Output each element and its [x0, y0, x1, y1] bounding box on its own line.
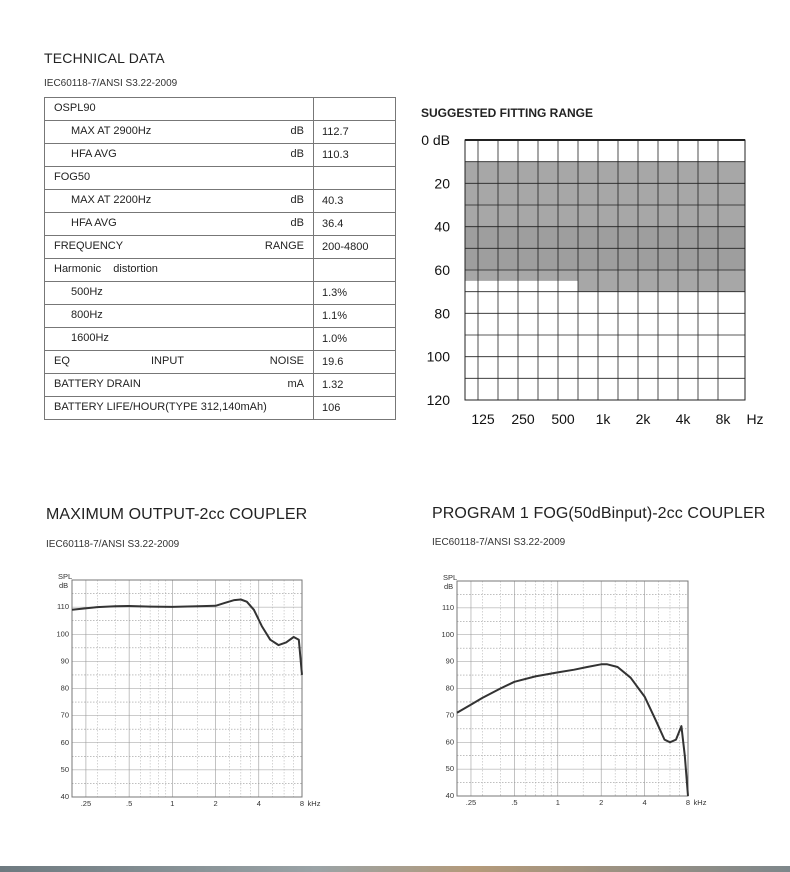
- y-tick-label: 20: [434, 175, 450, 192]
- y-tick-label: 50: [445, 764, 454, 774]
- y-tick-label: 100: [441, 629, 454, 639]
- param-value: 19.6: [314, 351, 396, 374]
- y-tick-label: 90: [60, 656, 69, 666]
- param-value: [314, 98, 396, 121]
- tech-table: [44, 97, 396, 420]
- param-label: 1600Hz: [71, 332, 109, 344]
- output-standard: IEC60118-7/ANSI S3.22-2009: [46, 539, 180, 550]
- table-row: [45, 305, 396, 328]
- x-tick-label: 2: [213, 799, 218, 808]
- param-label: FREQUENCY: [54, 240, 124, 252]
- param-value: [314, 167, 396, 190]
- x-unit-label: kHz: [693, 798, 707, 807]
- param-label: MAX AT 2900Hz: [71, 125, 152, 137]
- series-line: [457, 664, 688, 796]
- param-cell: [45, 351, 314, 374]
- param-value: 40.3: [314, 190, 396, 213]
- y-tick-label: 110: [57, 602, 69, 612]
- param-cell: [45, 190, 314, 213]
- y-tick-label: 110: [442, 602, 454, 612]
- x-tick-label: 500: [551, 411, 575, 427]
- param-unit: mA: [287, 378, 304, 390]
- fitting-chart: [410, 130, 770, 435]
- y-tick-label: 60: [445, 737, 454, 747]
- param-cell: [45, 213, 314, 236]
- y-tick-label: 100: [426, 348, 450, 365]
- x-tick-label: 2k: [635, 411, 651, 427]
- param-value: [314, 259, 396, 282]
- param-unit: dB: [290, 194, 304, 206]
- param-value: 1.32: [314, 374, 396, 397]
- y-tick-label: 120: [426, 392, 450, 408]
- param-unit: dB: [290, 125, 304, 137]
- x-tick-label: 2: [599, 798, 604, 807]
- param-cell: [45, 236, 314, 259]
- table-row: [45, 144, 396, 167]
- y-axis-label-spl: SPL: [443, 573, 458, 582]
- x-tick-label: 4: [256, 799, 261, 808]
- table-row: [45, 351, 396, 374]
- y-tick-label: 70: [445, 710, 454, 720]
- x-tick-label: 125: [471, 411, 495, 427]
- y-axis-label-db: dB: [444, 582, 454, 591]
- param-cell: [45, 121, 314, 144]
- fog-standard: IEC60118-7/ANSI S3.22-2009: [432, 537, 566, 548]
- param-cell: [45, 98, 314, 121]
- param-value: 1.0%: [314, 328, 396, 351]
- series-line: [72, 600, 302, 675]
- table-row: [45, 397, 396, 420]
- y-tick-label: 40: [445, 791, 454, 800]
- table-row: [45, 121, 396, 144]
- param-cell: [45, 397, 314, 420]
- param-unit: dB: [290, 217, 304, 229]
- y-tick-label: 70: [60, 710, 69, 720]
- y-tick-label: 50: [60, 764, 69, 774]
- y-tick-label: 90: [445, 656, 454, 666]
- x-tick-label: .5: [125, 799, 133, 808]
- y-tick-label: 0 dB: [421, 132, 450, 148]
- param-mid: INPUT: [151, 355, 184, 367]
- x-tick-label: 4: [642, 798, 647, 807]
- param-value: 36.4: [314, 213, 396, 236]
- param-value: 200-4800: [314, 236, 396, 259]
- table-row: [45, 282, 396, 305]
- x-tick-label: 8k: [715, 411, 731, 427]
- y-axis-label-spl: SPL: [58, 572, 73, 581]
- y-tick-label: 40: [434, 218, 450, 235]
- table-row: [45, 374, 396, 397]
- param-label: Harmonic distortion: [54, 263, 158, 275]
- param-label: 800Hz: [71, 309, 103, 321]
- x-tick-label: 1: [555, 798, 560, 807]
- param-label: HFA AVG: [71, 148, 117, 160]
- param-label: 500Hz: [71, 286, 103, 298]
- table-row: [45, 167, 396, 190]
- param-cell: [45, 305, 314, 328]
- tech-standard: IEC60118-7/ANSI S3.22-2009: [44, 78, 178, 89]
- output-title: MAXIMUM OUTPUT-2cc COUPLER: [46, 506, 308, 523]
- param-value: 112.7: [314, 121, 396, 144]
- param-value: 1.1%: [314, 305, 396, 328]
- param-cell: [45, 374, 314, 397]
- table-row: [45, 190, 396, 213]
- param-label: BATTERY DRAIN: [54, 378, 141, 390]
- param-unit: RANGE: [264, 240, 304, 252]
- fog-chart: [415, 570, 715, 815]
- tech-title: TECHNICAL DATA: [44, 50, 165, 66]
- param-value: 110.3: [314, 144, 396, 167]
- y-tick-label: 60: [60, 737, 69, 747]
- x-unit-label: kHz: [307, 799, 321, 808]
- y-tick-label: 60: [434, 262, 450, 278]
- y-tick-label: 80: [434, 305, 450, 322]
- y-tick-label: 100: [56, 629, 69, 639]
- param-label: OSPL90: [54, 102, 96, 114]
- x-tick-label: 1k: [595, 411, 611, 427]
- x-tick-label: 250: [511, 411, 535, 427]
- output-chart: [30, 570, 330, 815]
- fog-title: PROGRAM 1 FOG(50dBinput)-2cc COUPLER: [432, 505, 766, 522]
- x-tick-label: 1: [170, 799, 175, 808]
- x-tick-label: .25: [80, 799, 92, 808]
- param-label: HFA AVG: [71, 217, 117, 229]
- fitting-title: SUGGESTED FITTING RANGE: [421, 106, 594, 120]
- table-row: [45, 236, 396, 259]
- x-tick-label: 4k: [675, 411, 691, 427]
- y-tick-label: 80: [445, 683, 454, 693]
- table-row: [45, 328, 396, 351]
- param-cell: [45, 144, 314, 167]
- param-label: MAX AT 2200Hz: [71, 194, 152, 206]
- y-tick-label: 80: [60, 683, 69, 693]
- fitting-range-shade: [465, 226, 745, 270]
- param-label: FOG50: [54, 171, 91, 183]
- y-tick-label: 40: [60, 792, 69, 801]
- param-value: 1.3%: [314, 282, 396, 305]
- x-tick-label: .25: [465, 798, 477, 807]
- table-row: [45, 98, 396, 121]
- x-tick-label: 8: [299, 799, 305, 808]
- param-unit: dB: [290, 148, 304, 160]
- param-label: BATTERY LIFE/HOUR(TYPE 312,140mAh): [54, 401, 267, 413]
- param-cell: [45, 259, 314, 282]
- param-cell: [45, 282, 314, 305]
- x-unit-label: Hz: [746, 411, 764, 427]
- y-axis-label-db: dB: [59, 581, 69, 590]
- param-unit: NOISE: [269, 355, 304, 367]
- param-label: EQ: [54, 355, 70, 367]
- table-row: [45, 213, 396, 236]
- param-cell: [45, 167, 314, 190]
- x-tick-label: .5: [511, 798, 518, 807]
- bottom-strip: [0, 866, 790, 872]
- param-value: 106: [314, 397, 396, 420]
- table-row: [45, 259, 396, 282]
- param-cell: [45, 328, 314, 351]
- x-tick-label: 8: [685, 798, 691, 807]
